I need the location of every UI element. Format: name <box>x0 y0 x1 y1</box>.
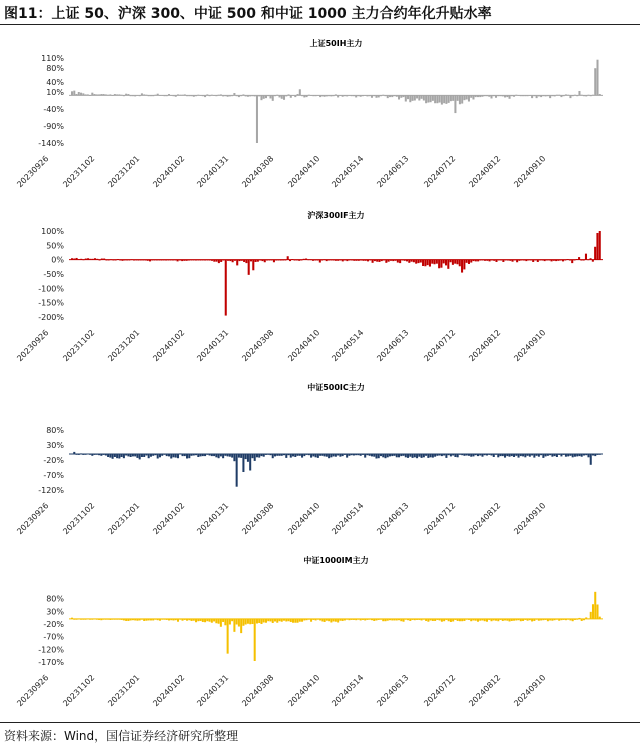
x-tick-label: 20240812 <box>467 673 503 709</box>
x-tick-label: 20240514 <box>330 328 366 364</box>
y-tick-label: 110% <box>41 54 64 63</box>
bar <box>407 95 409 99</box>
bar <box>233 454 235 461</box>
bar <box>299 89 301 95</box>
x-tick-label: 20240712 <box>422 328 458 364</box>
bar <box>436 95 438 103</box>
x-tick-label: 20240308 <box>240 673 276 709</box>
bar <box>439 95 441 102</box>
bar <box>414 95 416 100</box>
bar <box>599 231 601 260</box>
bar <box>445 260 447 266</box>
bar <box>258 619 260 623</box>
x-tick-label: 20240308 <box>240 154 276 190</box>
bar <box>463 260 465 270</box>
bar <box>220 619 222 627</box>
bar <box>330 619 332 623</box>
bar <box>378 454 380 458</box>
bar <box>412 95 414 100</box>
bar <box>260 619 262 624</box>
bar <box>424 260 426 267</box>
x-tick-label: 20240131 <box>195 673 231 709</box>
x-tick-label: 20240613 <box>375 501 411 537</box>
bar <box>292 619 294 623</box>
bar <box>398 95 400 99</box>
bar <box>468 95 470 101</box>
bar <box>443 95 445 103</box>
y-tick-label: 0% <box>51 255 64 265</box>
bar <box>418 95 420 100</box>
y-tick-label: 80% <box>46 594 64 604</box>
y-tick-label: 30% <box>46 441 64 450</box>
bar <box>136 454 138 458</box>
chart-panel-3 <box>15 382 603 536</box>
x-tick-label: 20240514 <box>330 154 366 190</box>
bar <box>170 454 172 459</box>
bar <box>238 454 240 458</box>
bar <box>123 454 125 458</box>
x-tick-label: 20240712 <box>422 154 458 190</box>
chart-panel-2 <box>15 210 603 363</box>
chart-panel-1 <box>15 38 603 189</box>
y-tick-label: 50% <box>46 241 64 251</box>
bar <box>364 454 366 458</box>
bar <box>276 619 278 623</box>
y-tick-label: -120% <box>38 486 64 495</box>
bar <box>294 619 296 623</box>
bar <box>448 95 450 102</box>
x-tick-label: 20240131 <box>195 328 231 364</box>
bar <box>328 454 330 458</box>
x-tick-label: 20240102 <box>151 501 187 537</box>
bar <box>461 95 463 103</box>
bar <box>443 260 445 264</box>
bar <box>592 604 594 619</box>
chart-title: 沪深300IF主力 <box>307 211 365 220</box>
bar <box>468 260 470 264</box>
x-tick-label: 20230926 <box>15 673 51 709</box>
y-tick-label: -40% <box>43 105 64 114</box>
y-tick-label: -70% <box>43 471 64 480</box>
bar <box>224 619 226 625</box>
bar <box>594 592 596 619</box>
bar <box>211 619 213 623</box>
bar <box>429 260 431 267</box>
bar <box>229 619 231 625</box>
bar <box>596 604 598 618</box>
y-tick-label: -20% <box>43 620 64 629</box>
bar <box>249 619 251 624</box>
bar <box>542 454 544 458</box>
bar <box>445 95 447 104</box>
chart-panel-4 <box>15 555 603 708</box>
bar <box>445 454 447 458</box>
bar <box>427 95 429 102</box>
bar <box>265 619 267 623</box>
x-tick-label: 20240712 <box>422 501 458 537</box>
chart-title: 上证50IH主力 <box>309 39 363 48</box>
bar <box>242 619 244 626</box>
bar <box>472 95 474 99</box>
y-tick-label: 100% <box>41 227 64 236</box>
bar <box>283 95 285 99</box>
bar <box>533 454 535 458</box>
bar <box>337 619 339 623</box>
x-tick-label: 20240613 <box>375 673 411 709</box>
bar <box>504 454 506 458</box>
bar <box>248 260 250 275</box>
bar <box>317 454 319 458</box>
x-tick-label: 20240410 <box>286 501 322 537</box>
bar <box>247 619 249 624</box>
bar <box>297 619 299 623</box>
bar <box>412 454 414 458</box>
bar <box>427 454 429 458</box>
x-tick-label: 20240131 <box>195 501 231 537</box>
bar <box>225 260 227 316</box>
bar <box>409 95 411 102</box>
bar <box>346 454 348 458</box>
bar <box>421 95 423 98</box>
x-tick-label: 20231201 <box>106 501 142 537</box>
x-tick-label: 20231201 <box>106 673 142 709</box>
bar <box>236 619 238 625</box>
x-tick-label: 20240410 <box>286 328 322 364</box>
bar <box>459 260 461 267</box>
bar <box>73 91 75 96</box>
x-tick-label: 20230926 <box>15 154 51 190</box>
bar <box>423 95 425 100</box>
bar <box>425 95 427 103</box>
y-tick-label: 40% <box>46 77 64 87</box>
bar <box>263 95 265 98</box>
bar <box>456 260 458 265</box>
x-tick-label: 20231201 <box>106 154 142 190</box>
bar <box>118 454 120 459</box>
bar <box>139 454 141 459</box>
x-tick-label: 20231102 <box>61 154 97 190</box>
x-tick-label: 20240410 <box>286 673 322 709</box>
bar <box>590 612 592 619</box>
y-tick-label: -100% <box>38 284 64 294</box>
bottom-rule <box>0 722 640 723</box>
x-tick-label: 20240514 <box>330 673 366 709</box>
bar <box>461 260 463 273</box>
bar <box>222 454 224 458</box>
bar <box>290 454 292 458</box>
y-tick-label: -170% <box>38 658 64 667</box>
bar <box>310 454 312 458</box>
bar <box>434 95 436 103</box>
bar <box>436 260 438 264</box>
bar <box>272 95 274 100</box>
bar <box>384 454 386 458</box>
bar <box>78 92 80 95</box>
bar <box>236 454 238 487</box>
bar <box>438 260 440 269</box>
y-tick-label: -140% <box>38 139 64 148</box>
bar <box>585 254 587 260</box>
bar <box>571 260 573 263</box>
bar <box>231 454 233 458</box>
bar <box>245 619 247 625</box>
bar <box>251 454 253 458</box>
x-tick-label: 20231102 <box>61 328 97 364</box>
bar <box>596 233 598 260</box>
x-tick-label: 20231201 <box>106 328 142 364</box>
bar <box>236 260 238 266</box>
bar <box>416 454 418 458</box>
bar <box>281 95 283 98</box>
x-tick-label: 20240410 <box>286 154 322 190</box>
bar <box>466 95 468 99</box>
bar <box>252 260 254 271</box>
bar <box>596 60 598 96</box>
bar <box>245 260 247 263</box>
bar <box>454 260 456 264</box>
bar <box>463 95 465 100</box>
y-tick-label: -20% <box>43 456 64 465</box>
x-tick-label: 20230926 <box>15 328 51 364</box>
bar <box>186 454 188 459</box>
bar <box>432 95 434 100</box>
chart-title: 中证500IC主力 <box>307 383 365 392</box>
x-tick-label: 20240910 <box>512 673 548 709</box>
bar <box>218 454 220 458</box>
bar <box>256 95 258 143</box>
bar <box>421 454 423 458</box>
x-tick-label: 20240308 <box>240 328 276 364</box>
bar <box>434 260 436 265</box>
y-tick-label: 80% <box>46 426 64 435</box>
bar <box>260 95 262 100</box>
bar <box>188 454 190 458</box>
x-tick-label: 20240910 <box>512 154 548 190</box>
bar <box>447 260 449 269</box>
x-tick-label: 20240308 <box>240 501 276 537</box>
x-tick-label: 20240613 <box>375 328 411 364</box>
bar <box>109 454 111 458</box>
bar <box>256 619 258 624</box>
bar <box>254 454 256 461</box>
bar <box>285 454 287 458</box>
bar <box>452 260 454 265</box>
x-tick-label: 20240613 <box>375 154 411 190</box>
y-tick-label: -70% <box>43 632 64 642</box>
bar <box>240 619 242 633</box>
x-tick-label: 20230926 <box>15 501 51 537</box>
x-tick-label: 20240102 <box>151 673 187 709</box>
y-tick-label: -90% <box>43 122 64 131</box>
bar <box>272 454 274 458</box>
y-tick-label: -120% <box>38 645 64 655</box>
y-tick-label: 30% <box>46 607 64 617</box>
x-tick-label: 20231102 <box>61 501 97 537</box>
bar <box>452 95 454 100</box>
source-note: 资料来源：Wind，国信证券经济研究所整理 <box>4 729 239 743</box>
figure-title: 图11：上证 50、沪深 300、中证 500 和中证 1000 主力合约年化升贴水率 <box>4 6 492 22</box>
x-tick-label: 20240102 <box>151 328 187 364</box>
bar <box>417 260 419 263</box>
bar <box>245 454 247 459</box>
bar <box>440 260 442 268</box>
x-tick-label: 20240712 <box>422 673 458 709</box>
y-tick-label: 80% <box>46 64 64 74</box>
x-tick-label: 20240812 <box>467 154 503 190</box>
bar <box>287 256 289 259</box>
bar <box>457 95 459 100</box>
bar <box>238 619 240 627</box>
x-tick-label: 20240910 <box>512 501 548 537</box>
bar <box>509 95 511 98</box>
x-tick-label: 20240102 <box>151 154 187 190</box>
bar <box>258 454 260 458</box>
chart-title: 中证1000IM主力 <box>303 556 369 565</box>
x-tick-label: 20240514 <box>330 501 366 537</box>
bar <box>578 91 580 95</box>
bar <box>459 95 461 104</box>
bar <box>432 454 434 458</box>
bar <box>233 619 235 632</box>
y-tick-label: -50% <box>43 270 64 279</box>
bar <box>227 619 229 654</box>
bar <box>422 260 424 266</box>
bar <box>518 454 520 458</box>
bar <box>415 260 417 264</box>
bar <box>272 619 274 623</box>
bar <box>148 454 150 458</box>
x-tick-label: 20240812 <box>467 328 503 364</box>
bar <box>240 454 242 458</box>
bar <box>249 454 251 471</box>
bar <box>175 454 177 458</box>
bar <box>251 619 253 624</box>
bar <box>590 454 592 465</box>
bar <box>218 619 220 624</box>
bar <box>157 454 159 459</box>
bar <box>242 454 244 472</box>
x-tick-label: 20240812 <box>467 501 503 537</box>
bar <box>301 454 303 458</box>
y-tick-label: -150% <box>38 298 64 308</box>
x-tick-label: 20231102 <box>61 673 97 709</box>
bar <box>431 260 433 264</box>
bar <box>450 95 452 101</box>
bar <box>112 454 114 459</box>
bar <box>594 68 596 95</box>
bar <box>375 454 377 459</box>
bar <box>263 619 265 623</box>
bar <box>594 247 596 260</box>
x-tick-label: 20240910 <box>512 328 548 364</box>
bar <box>454 95 456 113</box>
bar <box>254 619 256 661</box>
bar <box>441 95 443 104</box>
bar <box>405 95 407 101</box>
bar <box>177 454 179 458</box>
bar <box>218 260 220 263</box>
y-tick-label: -200% <box>38 313 64 322</box>
bar <box>427 260 429 265</box>
bar <box>116 454 118 458</box>
bar <box>430 95 432 102</box>
bar <box>215 619 217 623</box>
bar <box>247 454 249 462</box>
bar <box>399 260 401 263</box>
y-tick-label: 10% <box>46 88 64 97</box>
bar <box>407 454 409 458</box>
x-tick-label: 20240131 <box>195 154 231 190</box>
bar <box>71 91 73 95</box>
